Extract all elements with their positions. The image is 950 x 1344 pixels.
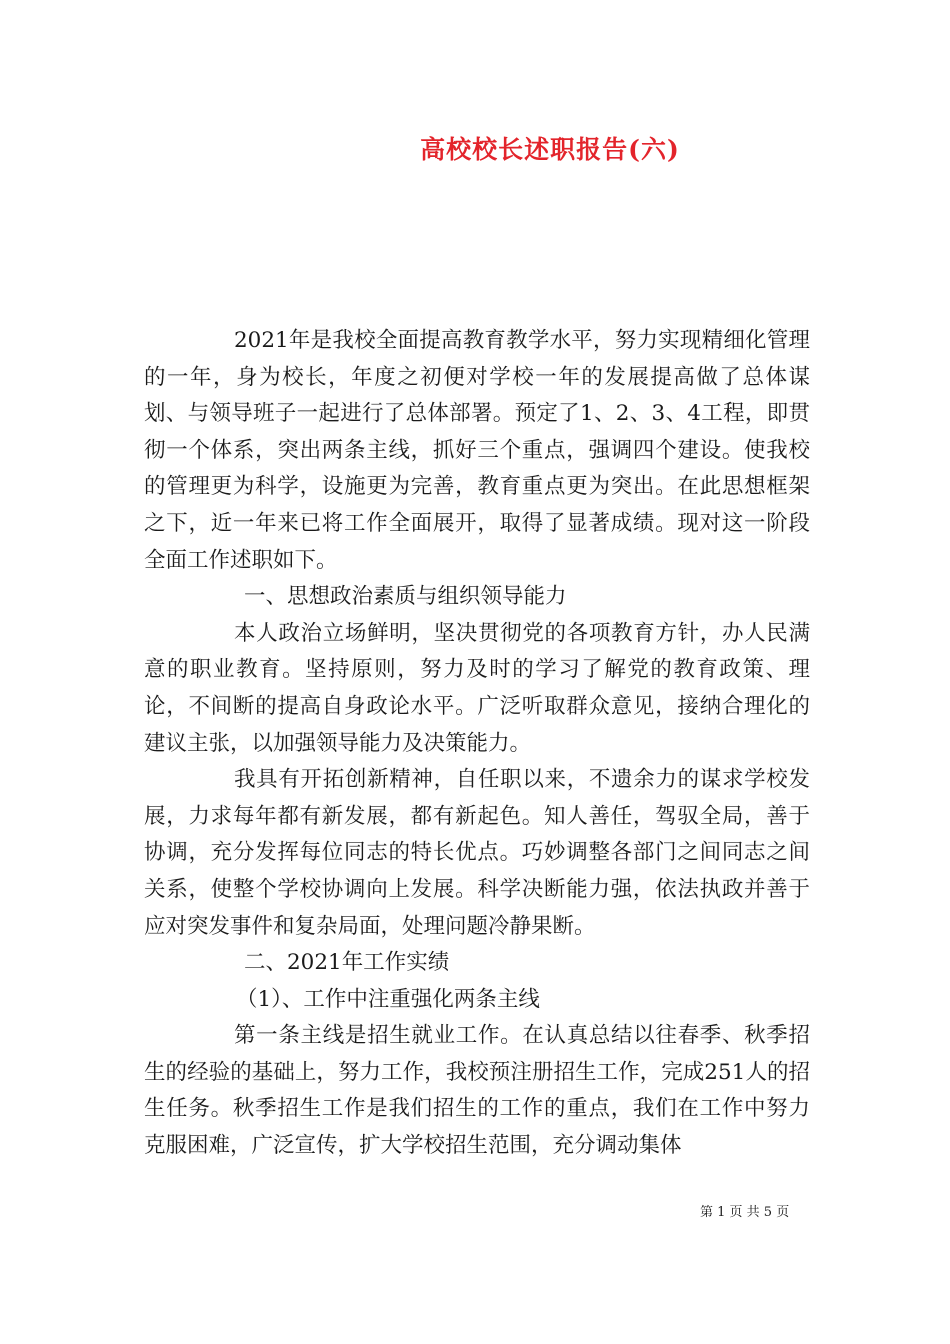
paragraph-leadership: 我具有开拓创新精神，自任职以来，不遗余力的谋求学校发展，力求每年都有新发展，都有新起色。知人善任，驾驭全局，善于协调，充分发挥每位同志的特长优点。巧妙调整各部门之间同志之间关系，使整个学校协调向上发展。科学决断能力强，依法执政并善于应对突发事件和复杂局面，处理问题冷静果断。 [144,767,810,939]
section-heading-2: 二、2021年工作实绩 [244,950,450,976]
paragraph-enrollment: 第一条主线是招生就业工作。在认真总结以往春季、秋季招生的经验的基础上，努力工作，我校预注册招生工作，完成251人的招生任务。秋季招生工作是我们招生的工作的重点，我们在工作中努力克服困难，广泛宣传，扩大学校招生范围，充分调动集体 [144,1023,810,1159]
document-body [144,323,810,1165]
paragraph-political: 本人政治立场鲜明，坚决贯彻党的各项教育方针，办人民满意的职业教育。坚持原则，努力及时的学习了解党的教育政策、理论，不间断的提高自身政论水平。广泛听取群众意见，接纳合理化的建议主张，以加强领导能力及决策能力。 [144,620,810,756]
section-heading-1: 一、思想政治素质与组织领导能力 [244,584,567,610]
paragraph-intro: 2021年是我校全面提高教育教学水平，努力实现精细化管理的一年，身为校长，年度之初便对学校一年的发展提高做了总体谋划、与领导班子一起进行了总体部署。预定了1、2、3、4工程，即贯彻一个体系，突出两条主线，抓好三个重点，强调四个建设。使我校的管理更为科学，设施更为完善，教育重点更为突出。在此思想框架之下，近一年来已将工作全面展开，取得了显著成绩。现对这一阶段全面工作述职如下。 [144,328,810,573]
page-number: 第 1 页 共 5 页 [700,1205,790,1220]
subsection-heading-1: （1）、工作中注重强化两条主线 [236,986,540,1012]
document-title: 高校校长述职报告(六) [420,135,680,164]
